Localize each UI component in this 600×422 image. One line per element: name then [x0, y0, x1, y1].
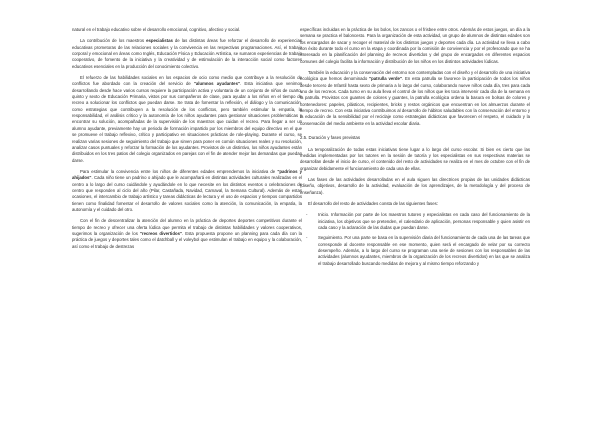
dash-bullet: -: [306, 235, 308, 241]
section-heading: 2.5. Duración y fases previstas: [300, 135, 361, 141]
paragraph: [72, 169, 302, 213]
text-run: . Esta propuesta propone un planning para cada día con la práctica de juegos y deportes tales como el datchball y el voleybol que estimulan el trabajo en equipo y la colaboración, así como el trabajo de destrezas: [72, 230, 302, 249]
paragraph: específicas incluidas en la práctica de los bolos, los zancos o el frisbee entre otros. Además de estos juegos, un día a la semana se practica el baloncesto. Para la organización de esta actividad, un grupo de alumnos de distintas edades son los encargados de sacar y recoger el material de los distintos juegos y deportes cada día. La actividad se lleva a cabo con éxito durante todo el curso en la etapa y coordinada por la comisión de convivencia y por el profesorado que se ha interesado en la planificación del planning de recreos divertidos y del grupo de encargados en diferentes espacios comunes del colegio facilita la información y distribución de los niños en los distintos actividades lúdicas.: [300, 27, 530, 64]
paragraph: [300, 70, 530, 127]
paragraph: La temporalización de todas estas iniciativas tiene lugar a lo largo del curso escolar. Si bien es cierto que las medidas implementadas por los tutores en la sesión de tutoría y los especialistas en sus respectivas materias se desarrollan desde el inicio de curso, el contenido del resto de actividades se realiza en el mes de octubre con el fin de organizar debidamente el funcionamiento de cada una de ellas.: [300, 146, 530, 171]
paragraph: El desarrollo del resto de actividades consta de las siguientes fases:: [308, 200, 438, 206]
text-run: de las distintas áreas fue reforzar el desarrollo de experiencias educativas prometoras de las relaciones sociales y la convivencia en las respectivas programaciones. Así, el trabajo corporal y emocional en áreas como Inglés, Educación Física y Educación Artística, se sumaron experiencias de trabajo cooperativo, de fomento de la iniciativa y la creatividad y de estimulación de la interacción social como factores educativos esenciales en la producción del conocimiento colectivo.: [72, 38, 302, 69]
text-run: El refuerzo de las habilidades sociales en los espacios de ocio como medio que contribuye a la resolución de conflictos fue abordado con la creación del servicio de: [72, 75, 302, 87]
paragraph: [72, 218, 302, 250]
bold-term: "recreos divertidos": [139, 230, 183, 236]
right-column: [300, 27, 530, 271]
list-item-text: Seguimiento. Por una parte se basa en la supervisión diaria del funcionamiento de cada una de las tareas que corresponde al docente responsable en ese momento, quien será el encargado de velar por su correcto desempeño. Además, a lo largo del curso se programan una serie de sesiones con los responsables de las actividades (alumnos ayudantes, miembros de la organización de los recreos divertidos) en las que se analiza el trabajo desarrollado buscando medidas de mejora y al mismo tiempo reforzando y: [318, 235, 530, 266]
text-run: También la educación y la conservación del entorno son contempladas con el diseño y el desarrollo de una iniciativa ecológica que hemos denominado: [300, 70, 530, 82]
paragraph: natural en el trabajo educativo sobre el desarrollo emocional, cognitivo, afectivo y social.: [72, 27, 241, 32]
text-run: Para estimular la convivencia entre los niños de diferentes edades emprendemos la iniciativa de: [80, 168, 278, 174]
bold-term: "alumnos ayudantes": [193, 81, 240, 87]
list-item-text: Inicio. Información por parte de los maestros tutores y especialistas en cada caso del funcionamiento de la iniciativa, los objetivos que se pretenden, el calendario de aplicación, personas responsable y quien asistir en cada caso y la aclaración de las dudas que puedan darse.: [318, 212, 530, 230]
bold-term: "patrulla verde": [369, 76, 402, 82]
bold-term: especialistas: [146, 38, 173, 44]
text-run: La contribución de los maestros: [80, 38, 147, 44]
text-run: Con el fin de descentralizar la atención del alumno en la práctica de deportes deportes competitivos durante el tiempo de recreo y ofrecer una oferta lúdica que permita el trabajo de distintas habilidades y valores cooperativos, sugerimos la organización de los: [72, 218, 302, 236]
phase-list: [300, 212, 530, 267]
list-item: [300, 235, 530, 267]
paragraph: Las fases de las actividades desarrolladas en el aula siguen las directrices propias de las unidades didácticas (diseño, objetivos, desarrollo de la actividad, evaluación de los aprendizajes, de la metodología y del proceso de enseñanza).: [300, 176, 530, 195]
list-item: [300, 212, 530, 231]
text-run: . Esta iniciativa que venimos desarrollando desde hace varios cursos requiere la participación activa y voluntaria de un conjunto de niños de cuarto, quinto y sexto de Educación Primaria, vistos por sus compañeros de clase, para ayudar a los niños en el tiempo de recreo a solucionar los conflictos que puedan darse. Se trata de fomentar la reflexión, el diálogo y la comunicación, como estrategias que contribuyen a la resolución de los conflictos, pero también estimular la empatía, la responsabilidad, el análisis crítico y la autonomía de los niños ayudantes para gestionar situaciones problemáticas y encontrar su solución, acompañadas de la supervisión de los maestros que cuidan el recreo. Para llegar a ser un alumno ayudante, previamente hay un periodo de formación impartido por los miembros del equipo directivo en el que se promueve el trabajo reflexivo, crítico y participativo en situaciones prácticas de role-playing. Durante el curso, se realizan varias sesiones de seguimiento del trabajo que sirven para poner en común situaciones reales y su resolución, analizar casos puntuales y reforzar la formación de los ayudantes. Provistos de un distintivo, los niños ayudantes están distribuidos en los tres patios del colegio organizados en parejas con el fin de atender mejor las demandas que puedan darse.: [72, 81, 302, 163]
left-column: [72, 27, 302, 255]
paragraph: [72, 75, 302, 164]
text-run: . En esta patrulla se favorece la participación de todos los niños desde tercero de Infantil hasta sexto de primaria a lo largo del curso, colaborando nueve niños cada día, tres para cada uno de los recreos. Cada turno en su aula lleva el control de los niños que les toca intervenir cada día de la semana en la patrulla. Provistos con guantes de colores y guantes, la patrulla ecológica ordena la basura en bolsas de colores y contenedores: papeles, plásticos, recipientes, bricks y restos orgánicos que encuentran en los almuerzos durante el tiempo de recreo. Con esta iniciativa contribuimos al desarrollo de hábitos saludables con la conservación del entorno y la educación de la sensibilidad por el reciclaje como estrategias didácticas que favorecen el respeto, el cuidado y la conservación del medio ambiente en la actividad escolar diaria.: [300, 76, 530, 126]
bold-term: "padrinos y ahijados": [72, 168, 302, 181]
text-run: . Cada niño tiene un padrino o ahijado que le acompañará en distintas actividades culturales realizadas en el centro a lo largo del curso cuidándole y ayudándole en lo que necesite en los distintos eventos o celebraciones de centro que responden al ciclo del año (Pilar, Castañada, Navidad, Carnaval, la Semana Cultural). Además de estas ocasiones, el intercambio de trabajo artístico y tareas didácticas de lectura y el uso de espacios y tiempos compartidos tienen como finalidad fomentar el desarrollo de valores sociales como la atención, la comunicación, la empatía, la autonomía y el cuidado del otro.: [72, 175, 302, 212]
dash-bullet: -: [306, 212, 308, 218]
paragraph: [72, 38, 302, 70]
